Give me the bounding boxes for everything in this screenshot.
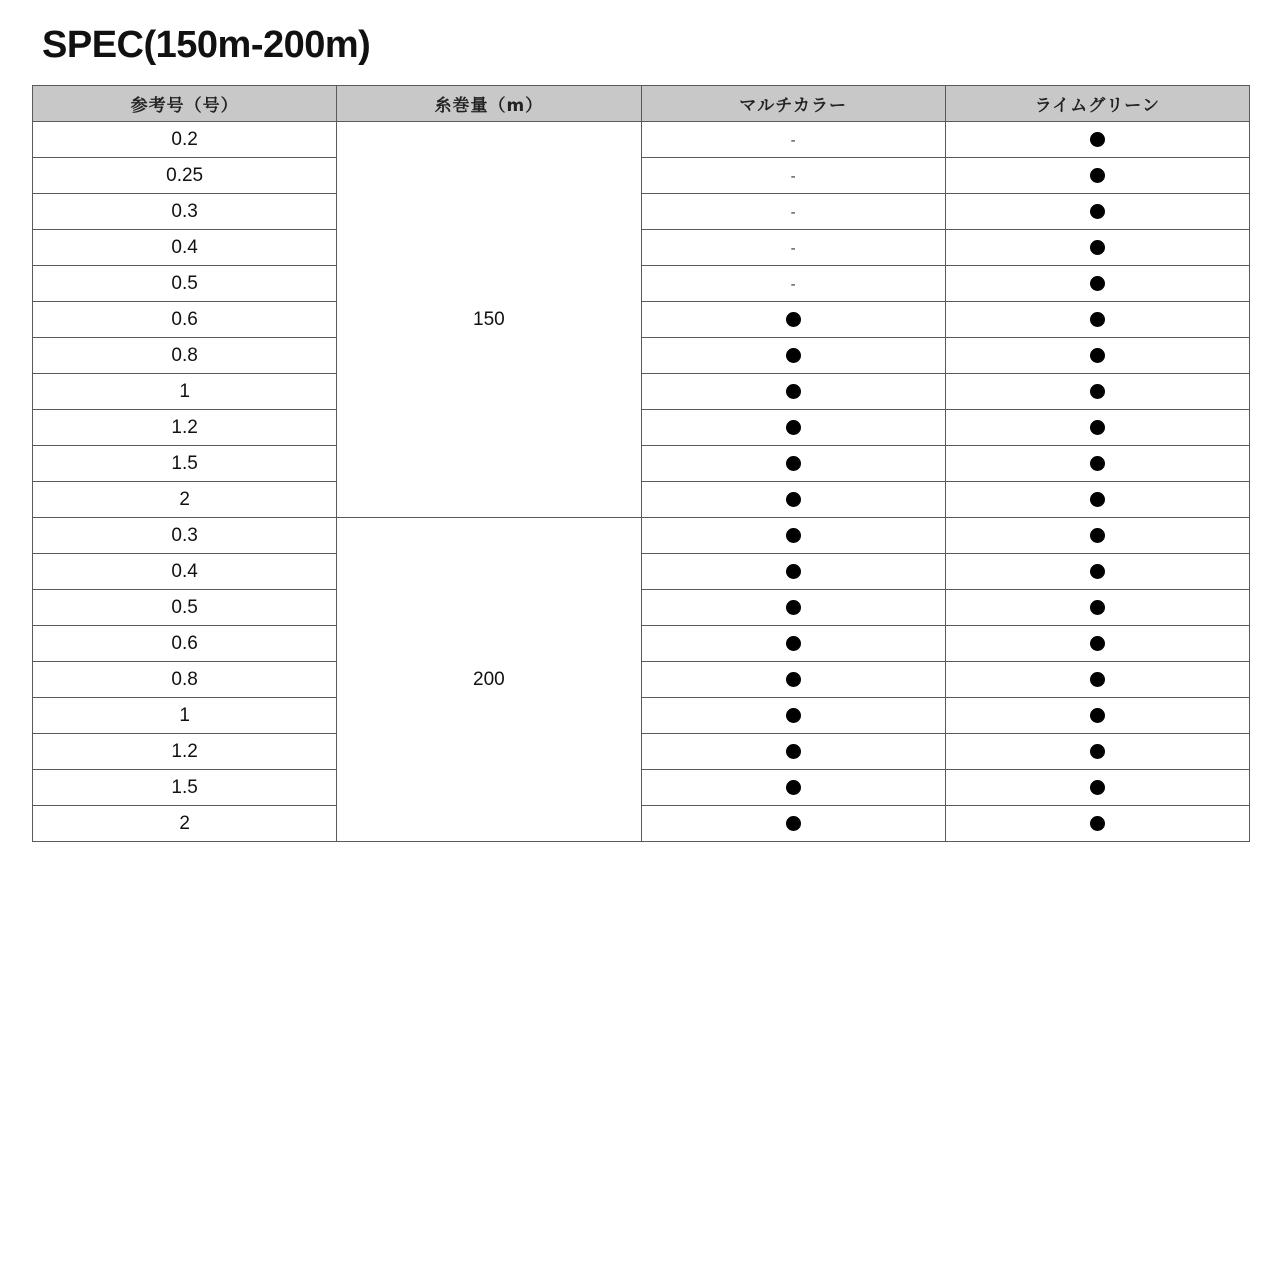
available-dot-icon: [786, 420, 801, 435]
available-dot-icon: [1090, 564, 1105, 579]
multicolor-cell: [641, 230, 945, 266]
multicolor-cell: [641, 806, 945, 842]
limegreen-cell: [945, 698, 1249, 734]
available-dot-icon: [1090, 636, 1105, 651]
multicolor-cell: [641, 518, 945, 554]
limegreen-cell: [945, 158, 1249, 194]
available-dot-icon: [1090, 420, 1105, 435]
unavailable-dash: -: [790, 275, 796, 293]
multicolor-cell: [641, 590, 945, 626]
available-dot-icon: [1090, 600, 1105, 615]
limegreen-cell: [945, 518, 1249, 554]
available-dot-icon: [786, 564, 801, 579]
multicolor-cell: [641, 734, 945, 770]
size-cell: 0.6: [33, 302, 337, 338]
available-dot-icon: [1090, 276, 1105, 291]
size-cell: 1.2: [33, 734, 337, 770]
available-dot-icon: [1090, 672, 1105, 687]
limegreen-cell: [945, 338, 1249, 374]
limegreen-cell: [945, 626, 1249, 662]
multicolor-cell: [641, 554, 945, 590]
available-dot-icon: [786, 708, 801, 723]
multicolor-cell: [641, 698, 945, 734]
available-dot-icon: [1090, 384, 1105, 399]
spec-table-header: [33, 86, 1250, 122]
available-dot-icon: [786, 348, 801, 363]
table-row: [33, 338, 1250, 374]
size-cell: 0.8: [33, 662, 337, 698]
length-cell: 200: [337, 518, 641, 842]
table-row: [33, 158, 1250, 194]
available-dot-icon: [786, 816, 801, 831]
limegreen-cell: [945, 662, 1249, 698]
table-row: [33, 806, 1250, 842]
multicolor-cell: [641, 194, 945, 230]
available-dot-icon: [786, 456, 801, 471]
multicolor-cell: [641, 338, 945, 374]
available-dot-icon: [786, 312, 801, 327]
multicolor-cell: [641, 122, 945, 158]
available-dot-icon: [1090, 132, 1105, 147]
header-row: [33, 86, 1250, 122]
header-length: 糸巻量（m）: [337, 86, 641, 122]
available-dot-icon: [786, 528, 801, 543]
size-cell: 2: [33, 482, 337, 518]
page-title: SPEC(150m-200m): [42, 24, 371, 66]
limegreen-cell: [945, 554, 1249, 590]
table-row: [33, 194, 1250, 230]
size-cell: 0.6: [33, 626, 337, 662]
limegreen-cell: [945, 590, 1249, 626]
spec-table-body: [33, 122, 1250, 842]
table-row: [33, 410, 1250, 446]
limegreen-cell: [945, 446, 1249, 482]
table-row: [33, 734, 1250, 770]
table-row: [33, 374, 1250, 410]
available-dot-icon: [1090, 456, 1105, 471]
multicolor-cell: [641, 374, 945, 410]
available-dot-icon: [1090, 204, 1105, 219]
multicolor-cell: [641, 482, 945, 518]
limegreen-cell: [945, 374, 1249, 410]
available-dot-icon: [1090, 348, 1105, 363]
header-multicolor: マルチカラー: [641, 86, 945, 122]
size-cell: 1.2: [33, 410, 337, 446]
table-row: [33, 770, 1250, 806]
size-cell: 2: [33, 806, 337, 842]
available-dot-icon: [786, 636, 801, 651]
size-cell: 1: [33, 698, 337, 734]
unavailable-dash: -: [790, 131, 796, 149]
available-dot-icon: [1090, 708, 1105, 723]
limegreen-cell: [945, 482, 1249, 518]
available-dot-icon: [786, 600, 801, 615]
available-dot-icon: [786, 780, 801, 795]
multicolor-cell: [641, 158, 945, 194]
table-row: [33, 230, 1250, 266]
available-dot-icon: [786, 384, 801, 399]
size-cell: 0.3: [33, 194, 337, 230]
size-cell: 1.5: [33, 770, 337, 806]
length-cell: 150: [337, 122, 641, 518]
available-dot-icon: [1090, 492, 1105, 507]
multicolor-cell: [641, 770, 945, 806]
header-limegreen: ライムグリーン: [945, 86, 1249, 122]
size-cell: 0.2: [33, 122, 337, 158]
available-dot-icon: [1090, 312, 1105, 327]
multicolor-cell: [641, 662, 945, 698]
unavailable-dash: -: [790, 239, 796, 257]
header-size: 参考号（号）: [33, 86, 337, 122]
table-row: [33, 302, 1250, 338]
size-cell: 0.4: [33, 230, 337, 266]
spec-table: [32, 85, 1250, 842]
unavailable-dash: -: [790, 203, 796, 221]
available-dot-icon: [1090, 744, 1105, 759]
available-dot-icon: [1090, 528, 1105, 543]
multicolor-cell: [641, 266, 945, 302]
limegreen-cell: [945, 122, 1249, 158]
limegreen-cell: [945, 302, 1249, 338]
size-cell: 0.4: [33, 554, 337, 590]
available-dot-icon: [786, 492, 801, 507]
available-dot-icon: [786, 744, 801, 759]
size-cell: 0.5: [33, 590, 337, 626]
available-dot-icon: [1090, 168, 1105, 183]
multicolor-cell: [641, 302, 945, 338]
available-dot-icon: [1090, 816, 1105, 831]
table-row: [33, 266, 1250, 302]
size-cell: 1: [33, 374, 337, 410]
available-dot-icon: [786, 672, 801, 687]
limegreen-cell: [945, 770, 1249, 806]
table-row: [33, 446, 1250, 482]
table-row: [33, 554, 1250, 590]
table-row: [33, 626, 1250, 662]
limegreen-cell: [945, 230, 1249, 266]
size-cell: 0.25: [33, 158, 337, 194]
limegreen-cell: [945, 734, 1249, 770]
size-cell: 0.3: [33, 518, 337, 554]
table-row: [33, 662, 1250, 698]
limegreen-cell: [945, 194, 1249, 230]
available-dot-icon: [1090, 240, 1105, 255]
multicolor-cell: [641, 446, 945, 482]
size-cell: 1.5: [33, 446, 337, 482]
table-row: [33, 482, 1250, 518]
size-cell: 0.8: [33, 338, 337, 374]
limegreen-cell: [945, 806, 1249, 842]
table-row: [33, 122, 1250, 158]
unavailable-dash: -: [790, 167, 796, 185]
multicolor-cell: [641, 410, 945, 446]
available-dot-icon: [1090, 780, 1105, 795]
limegreen-cell: [945, 266, 1249, 302]
table-row: [33, 518, 1250, 554]
size-cell: 0.5: [33, 266, 337, 302]
limegreen-cell: [945, 410, 1249, 446]
multicolor-cell: [641, 626, 945, 662]
table-row: [33, 698, 1250, 734]
table-row: [33, 590, 1250, 626]
